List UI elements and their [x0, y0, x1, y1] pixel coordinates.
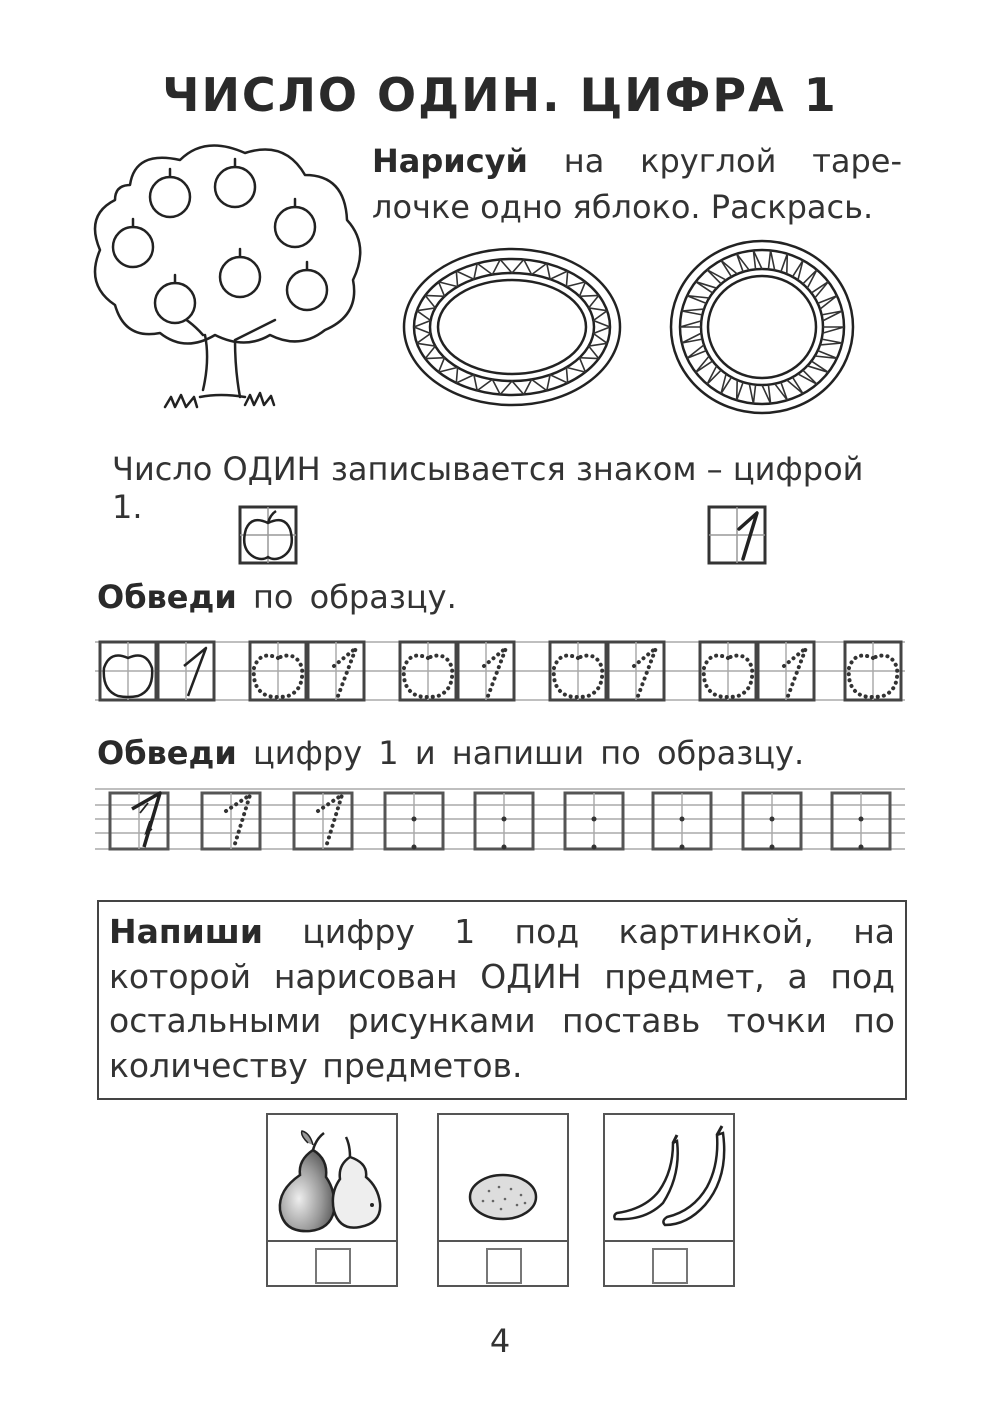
round-plate-icon[interactable]	[668, 238, 856, 416]
two-pears-icon	[268, 1115, 396, 1240]
writing-cell	[110, 793, 168, 849]
apple-icon	[238, 505, 298, 565]
page-number: 4	[489, 1322, 511, 1360]
writing-cell	[202, 793, 260, 849]
answer-square[interactable]	[652, 1248, 688, 1284]
writing-cell	[294, 793, 352, 849]
writing-row-digit-one[interactable]	[95, 785, 905, 853]
task-trace-write-heading: Обведи цифру 1 и напиши по образцу.	[97, 734, 805, 772]
card-bananas	[603, 1113, 735, 1287]
writing-cell	[832, 793, 890, 850]
trace-row-apples-ones[interactable]	[95, 638, 905, 704]
task-draw-apple: Нарисуй на круглой таре-лочке одно яблоко. Раскрась.	[372, 142, 902, 226]
two-bananas-icon	[605, 1115, 733, 1240]
writing-cell	[475, 793, 533, 850]
card-orange	[437, 1113, 569, 1287]
apple-tree-icon	[85, 135, 370, 425]
task-trace-heading: Обведи по образцу.	[97, 578, 457, 616]
oval-plate-icon[interactable]	[400, 245, 625, 410]
one-orange-icon	[439, 1115, 567, 1240]
writing-cell	[743, 793, 801, 850]
card-pears	[266, 1113, 398, 1287]
digit-one-icon	[707, 505, 767, 565]
page-title: ЧИСЛО ОДИН. ЦИФРА 1	[162, 68, 838, 122]
number-one-sentence: Число ОДИН записывается знаком – цифрой 1.	[112, 450, 864, 526]
answer-square[interactable]	[315, 1248, 351, 1284]
answer-square[interactable]	[486, 1248, 522, 1284]
writing-cell	[385, 793, 443, 850]
task-write-box: Напиши цифру 1 под картинкой, на которой нарисован ОДИН предмет, а под остальными рисунками поставь точки по количеству предметов.	[97, 900, 907, 1100]
writing-cell	[653, 793, 711, 850]
writing-cell	[565, 793, 623, 850]
